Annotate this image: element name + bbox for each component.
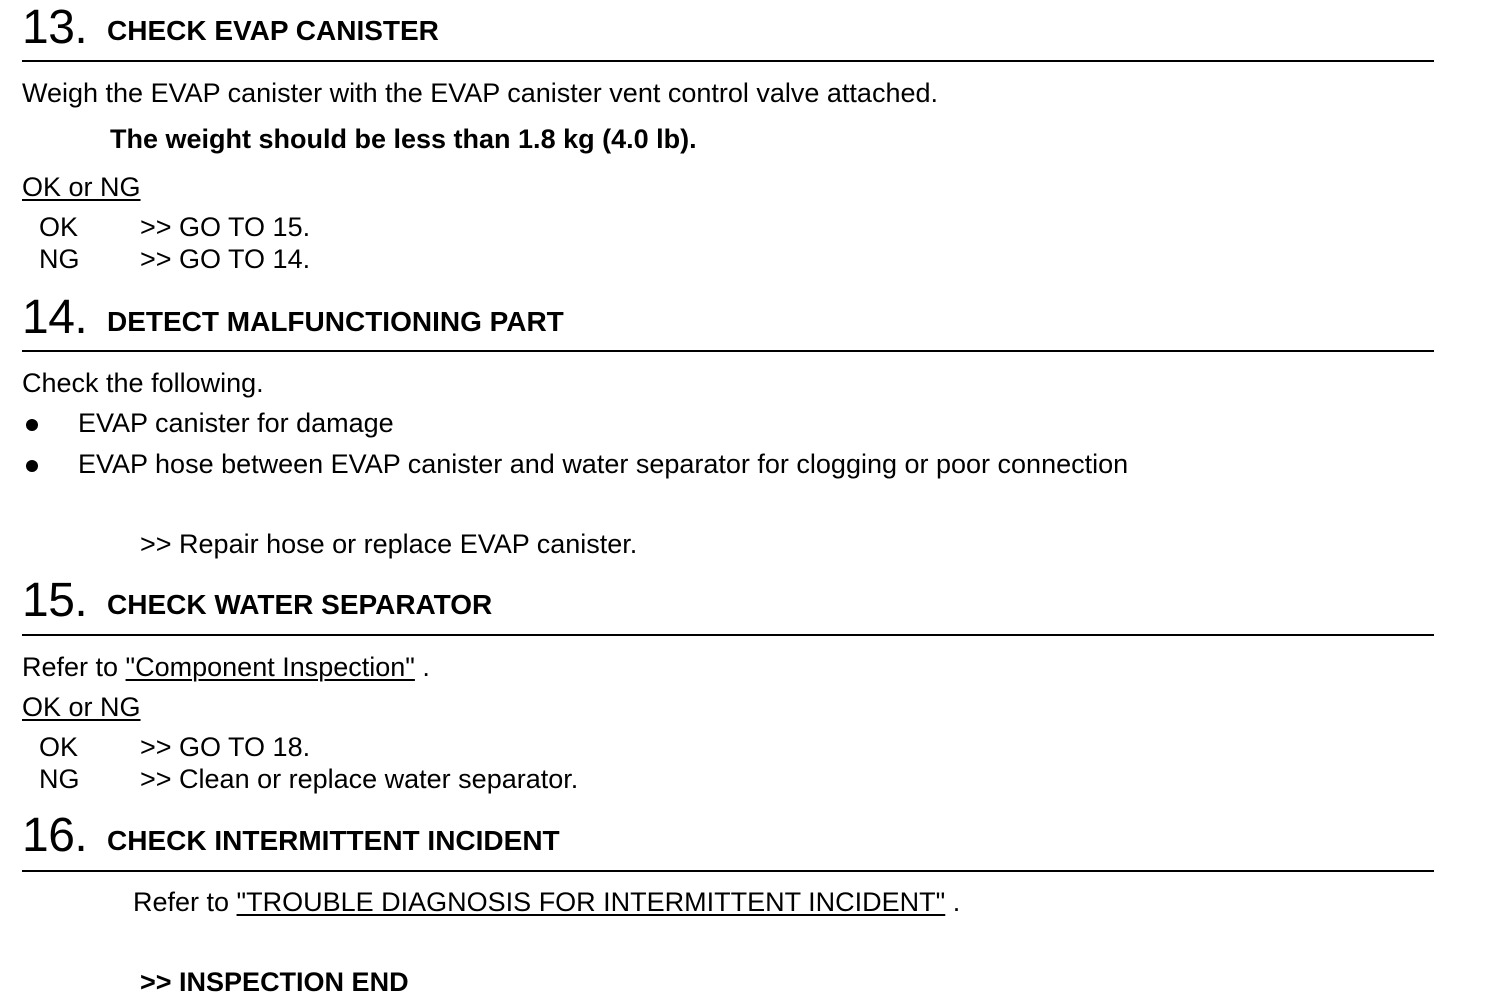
step-14-action: >> Repair hose or replace EVAP canister. — [140, 529, 638, 559]
step-16-refer-suffix: . — [945, 887, 961, 917]
step-13-decision-label: OK or NG — [22, 172, 141, 202]
step-14-divider — [22, 350, 1434, 352]
step-13-ok-label: OK — [39, 212, 79, 242]
step-16-title: CHECK INTERMITTENT INCIDENT — [107, 825, 560, 856]
step-16-refer-line — [133, 889, 960, 916]
step-16-divider — [22, 870, 1434, 872]
step-13-spec: The weight should be less than 1.8 kg (4.0 lb). — [110, 124, 697, 154]
step-14-number: 14. — [22, 291, 88, 344]
step-13-ng-action: >> GO TO 14. — [140, 244, 311, 274]
step-14-instruction: Check the following. — [22, 368, 264, 398]
step-15-ok-action: >> GO TO 18. — [140, 732, 311, 762]
bullet-icon — [26, 419, 38, 431]
step-15-ok-label: OK — [39, 732, 79, 762]
step-13-number: 13. — [22, 1, 88, 54]
step-13-instruction: Weigh the EVAP canister with the EVAP canister vent control valve attached. — [22, 78, 938, 108]
step-16-refer-prefix: Refer to — [133, 887, 237, 917]
step-15-title: CHECK WATER SEPARATOR — [107, 589, 493, 620]
step-15-divider — [22, 634, 1434, 636]
step-15-refer-suffix: . — [414, 652, 430, 682]
step-13-ok-action: >> GO TO 15. — [140, 212, 311, 242]
step-14-bullet-1: EVAP canister for damage — [78, 408, 394, 438]
component-inspection-link[interactable]: "Component Inspection" — [125, 652, 415, 682]
step-15-ng-action: >> Clean or replace water separator. — [140, 764, 579, 794]
step-15-ng-label: NG — [39, 764, 80, 794]
step-16-action: >> INSPECTION END — [140, 967, 409, 997]
step-13-title: CHECK EVAP CANISTER — [107, 15, 439, 46]
intermittent-incident-link[interactable]: "TROUBLE DIAGNOSIS FOR INTERMITTENT INCIDENT" — [236, 887, 946, 917]
step-14-title: DETECT MALFUNCTIONING PART — [107, 306, 564, 337]
step-13-ng-label: NG — [39, 244, 80, 274]
bullet-icon — [26, 460, 38, 472]
step-13-divider — [22, 60, 1434, 62]
step-14-bullet-2: EVAP hose between EVAP canister and water separator for clogging or poor connection — [78, 449, 1129, 479]
step-16-number: 16. — [22, 809, 88, 862]
step-15-refer-prefix: Refer to — [22, 652, 126, 682]
step-15-number: 15. — [22, 574, 88, 627]
step-15-decision-label: OK or NG — [22, 692, 141, 722]
step-15-refer-line — [22, 654, 430, 681]
